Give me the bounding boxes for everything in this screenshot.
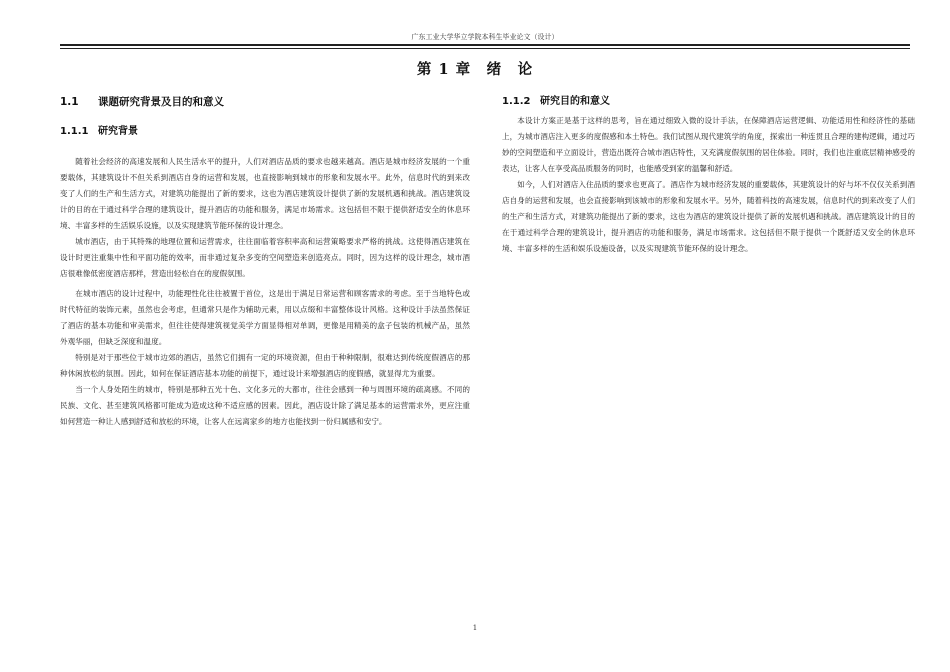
section-title: 课题研究背景及目的和意义 — [98, 96, 224, 108]
header-rule-thin — [60, 48, 910, 49]
page-number: 1 — [472, 624, 478, 632]
running-header: 广东工业大学华立学院本科生毕业论文（设计） — [411, 33, 559, 41]
chapter-title: 第 1 章 绪 论 — [416, 61, 534, 78]
subsection-title: 研究背景 — [98, 126, 138, 137]
subsection-heading-1-1-2 — [502, 92, 915, 112]
section-number: 1.1 — [60, 96, 79, 108]
paragraph: 当一个人身处陌生的城市，特别是那种五光十色、文化多元的大都市，往往会感到一种与周围环境的疏离感。不同的民族、文化、甚至建筑风格都可能成为造成这种不适应感的因素。因此，酒店设计除了满足基本的运营需求外，更应注重如何营造一种让人感到舒适和放松的环境，让客人在远离家乡的地方也能找到一份归属感和安宁。 — [60, 385, 470, 426]
paragraph: 在城市酒店的设计过程中，功能理性化往往被置于首位，这是出于满足日常运营和顾客需求的考虑。至于当地特色或时代特征的装饰元素，虽然也会考虑，但通常只是作为辅助元素，用以点缀和丰富整体设计风格。这种设计手法虽然保证了酒店的基本功能和审美需求，但往往使得建筑视觉美学方面显得相对单调，更像是用精美的盒子包装的机械产品，虽然外观华丽，但缺乏深度和温度。 — [60, 289, 470, 346]
subsection-number: 1.1.2 — [502, 96, 531, 107]
subsection-title: 研究目的和意义 — [540, 96, 610, 107]
paragraph: 特别是对于那些位于城市边郊的酒店，虽然它们拥有一定的环境资源，但由于种种限制，很难达到传统度假酒店的那种休闲放松的氛围。因此，如何在保证酒店基本功能的前提下，通过设计来增强酒店的度假感，就显得尤为重要。 — [60, 353, 470, 378]
section-heading-1-1 — [60, 92, 470, 112]
paragraph: 如今，人们对酒店入住品质的要求也更高了。酒店作为城市经济发展的重要载体，其建筑设计的好与坏不仅仅关系到酒店自身的运营和发展，也会直接影响到该城市的形象和发展水平。另外，随着科技的高速发展，信息时代的到来改变了人们的生产和生活方式，对建筑功能提出了新的要求，这也为酒店的建筑设计提供了新的发展机遇和挑战。酒店建筑设计的目的在于通过科学合理的建筑设计，提升酒店的功能和服务，满足市场需求。这包括但不限于提供一个既舒适又安全的休息环境、丰富多样的生活和娱乐设施设备，以及实现建筑节能环保的设计理念。 — [502, 180, 915, 253]
paragraph: 城市酒店，由于其特殊的地理位置和运营需求，往往面临着容积率高和运营策略要求严格的挑战。这使得酒店建筑在设计时更注重集中性和平面功能的效率，而非通过复杂多变的空间塑造来创造亮点。同时，因为这样的设计理念，城市酒店很难像低密度酒店那样，营造出轻松自在的度假氛围。 — [60, 237, 470, 278]
paragraph: 本设计方案正是基于这样的思考，旨在通过细致入微的设计手法，在保障酒店运营逻辑、功能适用性和经济性的基础上，为城市酒店注入更多的度假感和本土特色。我们试图从现代建筑学的角度，探索出一种连贯且合理的建构逻辑，通过巧妙的空间塑造和平立面设计，营造出既符合城市酒店特性，又充满度假氛围的居住体验。同时，我们也注重底层精神感受的表达，让客人在享受高品质服务的同时，也能感受到家的温馨和舒适。 — [502, 116, 915, 173]
left-column — [60, 92, 470, 430]
subsection-heading-1-1-1 — [60, 122, 470, 142]
subsection-number: 1.1.1 — [60, 126, 89, 137]
right-column — [502, 92, 915, 257]
paragraph: 随着社会经济的高速发展和人民生活水平的提升，人们对酒店品质的要求也越来越高。酒店是城市经济发展的一个重要载体，其建筑设计不但关系到酒店自身的运营和发展，也直接影响到城市的形象和发展水平。此外，信息时代的到来改变了人们的生产和生活方式，对建筑功能提出了新的要求，这也为酒店建筑设计提供了新的发展机遇和挑战。酒店建筑设计的目的在于通过科学合理的建筑设计，提升酒店的功能和服务，满足市场需求。这包括但不限于提供舒适安全的休息环境、丰富多样的生活娱乐设施，以及实现建筑节能环保的设计理念。 — [60, 157, 470, 230]
header-rule-thick — [60, 44, 910, 46]
